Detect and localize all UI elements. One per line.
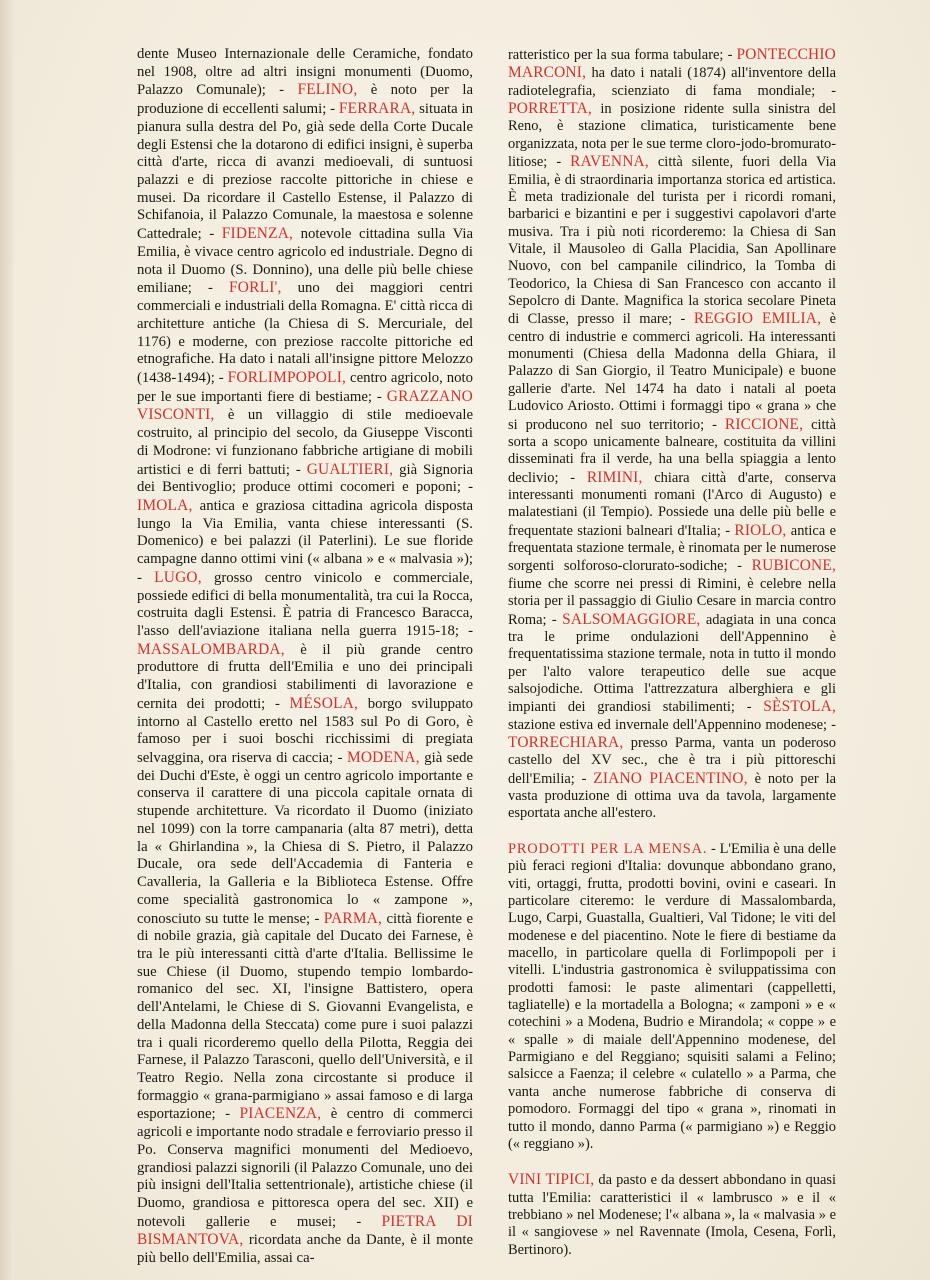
- place-name: SALSOMAGGIORE,: [562, 610, 701, 628]
- place-name: PORRETTA,: [508, 100, 592, 118]
- right-column: [508, 46, 836, 1259]
- place-name: MÉSOLA,: [289, 694, 359, 712]
- body-text: antica e graziosa cittadina agricola disposta lungo la Via Emilia, vanta chiese interessanti (S. Domenico) e bei palazzi (il Paterlini). Le sue floride campagne danno ottimi vini (« albana » e « malvasia »); -: [137, 497, 473, 586]
- body-text: è un villaggio di stile medioevale costruito, al principio del secolo, da Giuseppe Visconti di Modrone: vi funzionano fabbriche artigiane di mobili artistici e di ferri battuti; -: [137, 407, 473, 478]
- place-name: RIMINI,: [586, 468, 643, 486]
- place-name: RUBICONE,: [751, 557, 836, 575]
- place-name: LUGO,: [154, 568, 202, 586]
- body-text: dente Museo Internazionale delle Ceramiche, fondato nel 1908, oltre ad altri insigni monumenti (Duomo, Palazzo Comunale); -: [137, 46, 473, 99]
- body-text: borgo sviluppato intorno al Castello eretto nel 1583 sul Po di Goro, è famoso per i suoi boschi ricchissimi di pregiata selvaggina, ora riserva di caccia; -: [137, 695, 473, 767]
- vini-paragraph: [508, 1171, 836, 1259]
- place-name: REGGIO EMILIA,: [693, 310, 822, 328]
- body-text: adagiata in una conca tra le prime ondulazioni dell'Appennino è frequentatissima stazione termale, nota in tutto il mondo per l'alto valore terapeutico delle sue acque salsojodiche. Ottima l'attrezzatura alberghiera e gli impianti dei grandiosi stabilimenti; -: [508, 611, 836, 716]
- place-name: ZIANO PIACENTINO,: [593, 769, 748, 787]
- body-text: chiara città d'arte, conserva interessanti monumenti romani (l'Arco di Augusto) e malatestiani (il Tempio). Possiede una delle più belle e frequentate stazioni balneari d'Italia; -: [508, 469, 837, 539]
- place-name: PIETRA DI BISMANTOVA,: [137, 1212, 474, 1249]
- places-paragraph-continued: [508, 46, 836, 823]
- body-text: è il più grande centro produttore di frutta dell'Emilia e uno dei principali d'Italia, con grandiosi stabilimenti di lavorazione e cernita dei prodotti; -: [137, 641, 473, 712]
- body-text: notevole cittadina sulla Via Emilia, è vivace centro agricolo ed industriale. Degno di nota il Duomo (S. Donnino), una delle più belle chiese emiliane; -: [137, 226, 473, 297]
- body-text: è centro di industrie e commerci agricoli. Ha interessanti monumenti (Chiesa della Madonna della Ghiara, il Palazzo di San Giorgio, il Teatro Municipale) e buone gallerie d'arte. Nel 1474 ha dato i natali al poeta Ludovico Ariosto. Ottimi i formaggi tipo « grana » che si producono nel suo territorio; -: [508, 311, 836, 433]
- body-text: antica e frequentata stazione termale, è rinomata per le numerose sorgenti solforoso-clorurato-sodiche; -: [508, 522, 837, 575]
- place-name: PARMA,: [323, 909, 383, 927]
- place-name: PIACENZA,: [239, 1105, 322, 1123]
- body-text: centro agricolo, noto per le sue importanti fiere di bestiame; -: [137, 369, 474, 405]
- body-text: città sorta a scopo unicamente balneare, costituita da villini disseminati fra il verde, ha una bella spiaggia a lento declivio; -: [508, 416, 836, 486]
- body-text: è noto per la vasta produzione di ottima uva da tavola, largamente esportata anche all'estero.: [508, 770, 836, 822]
- place-name: FORLI',: [229, 279, 282, 297]
- place-name: FORLIMPOPOLI,: [227, 368, 347, 386]
- prodotti-paragraph: [508, 841, 836, 1153]
- body-text: stazione estiva ed invernale dell'Appennino modenese; -: [508, 716, 836, 733]
- body-text: già Signoria dei Bentivoglio; produce ottimi cocomeri e poponi; -: [137, 461, 473, 496]
- body-text: in posizione ridente sulla sinistra del Reno, è stazione climatica, turisticamente bene organizzata, nota per le sue terme cloro-jodo-bromurato-litiose; -: [508, 101, 836, 171]
- place-name: MASSALOMBARDA,: [137, 640, 285, 658]
- body-text: città silente, fuori della Via Emilia, è di straordinaria importanza storica ed artistica. È meta tradizionale del turista per i ricordi romani, barbarici e bizantini e per i suggestivi capolavori d'arte musiva. Tra i più noti ricorderemo: la Chiesa di San Vitale, il Mausoleo di Galla Placidia, San Apollinare Nuovo, con bel campanile cilindrico, la Tomba di Teodorico, la Chiesa di San Francesco con accanto il Sepolcro di Dante. Magnifica la storica secolare Pineta di Classe, presso il mare; -: [508, 154, 837, 328]
- body-text: uno dei maggiori centri commerciali e industriali della Romagna. E' città ricca di architetture antiche (la Chiesa di S. Mercuriale, del 1176) e moderne, con preziose raccolte pittoriche ed etnografiche. Ha dato i natali all'insigne pittore Melozzo (1438-1494); -: [137, 280, 473, 386]
- place-name: RICCIONE,: [724, 415, 804, 433]
- body-text: ha dato i natali (1874) all'inventore della radiotelegrafia, scienziato di fama mondiale; -: [508, 65, 836, 99]
- place-name: SÈSTOLA,: [763, 698, 836, 716]
- place-name: VINI TIPICI,: [508, 1171, 595, 1189]
- left-paragraph: [137, 46, 473, 1268]
- place-name: FERRARA,: [338, 100, 416, 118]
- body-text: presso Parma, vanta un poderoso castello del XV sec., che è tra i più pittoreschi dell'Emilia; -: [508, 735, 836, 787]
- body-text: città fiorente e di nobile grazia, già capitale del Ducato dei Farnese, è tra le più interessanti città d'arte d'Italia. Bellissime le sue Chiese (il Duomo, stupendo tempio lombardo-romanico del sec. XI, l'insigne Battistero, opera dell'Antelami, le Chiese di S. Giovanni Evangelista, e della Madonna della Steccata) come pure i suoi palazzi tra i quali ricorderemo quello della Pilotta, Reggia dei Farnese, il Palazzo Tarasconi, quello dell'Università, e il Teatro Regio. Nella zona circostante si produce il formaggio « grana-parmigiano » assai famoso e di larga esportazione; -: [137, 910, 473, 1123]
- place-name: PONTECCHIO MARCONI,: [508, 46, 836, 82]
- body-text: - L'Emilia è una delle più feraci regioni d'Italia: dovunque abbondano grano, viti, ortaggi, frutta, prodotti bovini, ovini e caseari. In particolare citeremo: le verdure di Massalombarda, Lugo, Carpi, Guastalla, Gualtieri, Val Tidone; le viti del modenese e del piacentino. Note le fiere di bestiame da macello, in particolare quella di Forlimpopoli per i vitelli. L'industria gastronomica è sviluppatissima con prodotti famosi: le paste alimentari (cappelletti, tagliatelle) e la mortadella a Bologna; « zamponi » e « cotechini » a Modena, Budrio e Mirandola; « coppe » e « spalle » di maiale dell'Appennino modenese, del Parmigiano e del Reggiano; squisiti salami a Felino; salsicce a Faenza; il celebre « culatello » a Parma, che vanta anche numerose fabbriche di conserva di pomodoro. Formaggi del tipo « grana », rinomati in tutto il mondo, danno Parma (« parmigiano ») e Reggio (« reggiano »).: [508, 840, 837, 1152]
- place-name: RAVENNA,: [570, 153, 649, 171]
- section-heading: PRODOTTI PER LA MENSA.: [508, 840, 708, 857]
- left-column: [137, 46, 473, 1268]
- body-text: ratteristico per la sua forma tabulare; -: [508, 47, 737, 63]
- body-text: già sede dei Duchi d'Este, è oggi un centro agricolo importante e conserva il carattere di una piccola capitale ornata di stupende architetture. Va ricordato il Duomo (iniziato nel 1099) con la torre campanaria (alta 87 metri), detta la « Ghirlandina », la Chiesa di S. Pietro, il Palazzo Ducale, ora sede dell'Accademia di Fanteria e Cavalleria, la Galleria e la Biblioteca Estense. Offre come specialità gastronomica lo « zampone », conosciuto su tutte le mense; -: [137, 750, 473, 927]
- body-text: da pasto e da dessert abbondano in quasi tutta l'Emilia: caratteristici il « lambrusco » e il « trebbiano » nel Modenese; l'« albana », la « malvasia » e il « sangiovese » nel Ravennate (Imola, Cesena, Forlì, Bertinoro).: [508, 1172, 836, 1258]
- body-text: è centro di commerci agricoli e importante nodo stradale e ferroviario presso il Po. Conserva magnifici monumenti del Medioevo, grandiosi palazzi signorili (il Palazzo Comunale, uno dei più insigni dell'Italia settentrionale), artistiche chiese (il Duomo, grandiosa e pittoresca opera del sec. XII) e notevoli gallerie e musei; -: [137, 1106, 473, 1230]
- place-name: RIOLO,: [734, 521, 787, 539]
- place-name: TORRECHIARA,: [508, 734, 624, 752]
- place-name: IMOLA,: [137, 496, 193, 514]
- place-name: GUALTIERI,: [306, 460, 394, 478]
- body-text: fiume che scorre nei pressi di Rimini, è celebre nella storia per il passaggio di Giulio Cesare in marcia contro Roma; -: [508, 575, 836, 628]
- body-text: è noto per la produzione di eccellenti salumi; -: [137, 82, 474, 118]
- place-name: GRAZZANO VISCONTI,: [137, 387, 473, 424]
- place-name: MODENA,: [346, 749, 420, 767]
- place-name: FELINO,: [297, 81, 358, 99]
- body-text: grosso centro vinicolo e commerciale, possiede edifici di bella monumentalità, tra cui la Rocca, costruita dagli Estensi. È patria di Francesco Baracca, l'asso dell'aviazione italiana nella guerra 1915-18; -: [137, 569, 474, 639]
- place-name: FIDENZA,: [221, 225, 294, 243]
- body-text: ricordata anche da Dante, è il monte più bello dell'Emilia, assai ca-: [137, 1232, 473, 1267]
- body-text: situata in pianura sulla destra del Po, già sede della Corte Ducale degli Estensi che la dotarono di edifici insigni, è superba città d'arte, ricca di avanzi medioevali, di suntuosi palazzi e di preziose raccolte pittoriche in chiese e musei. Da ricordare il Castello Estense, il Palazzo di Schifanoia, il Palazzo Comunale, la maestosa e solenne Cattedrale; -: [137, 101, 473, 243]
- page-edge-shadow: [0, 0, 14, 1280]
